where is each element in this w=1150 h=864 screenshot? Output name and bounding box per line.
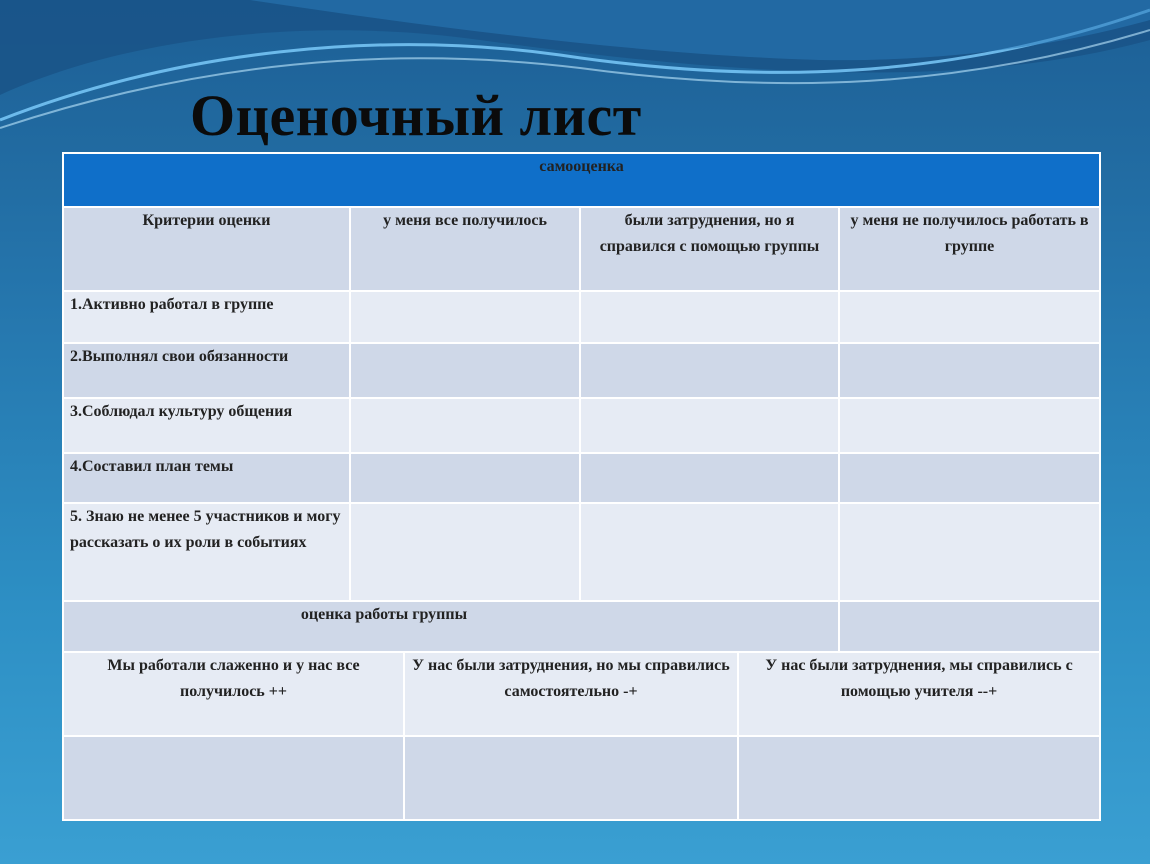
cell-not-done[interactable] <box>839 291 1100 343</box>
group-option-smooth: Мы работали слаженно и у нас все получилось ++ <box>63 652 404 736</box>
cell-all-done[interactable] <box>350 453 580 503</box>
group-option-teacher: У нас были затруднения, мы справились с помощью учителя --+ <box>738 652 1100 736</box>
cell-with-help[interactable] <box>580 453 839 503</box>
table-row <box>63 343 1100 398</box>
header-all-done: у меня все получилось <box>350 207 580 291</box>
cell-not-done[interactable] <box>839 398 1100 453</box>
slide-title: Оценочный лист <box>190 83 642 148</box>
self-assessment-band <box>63 153 1100 207</box>
assessment-table <box>62 152 1101 821</box>
criterion-5: 5. Знаю не менее 5 участников и могу рассказать о их роли в событиях <box>63 503 350 601</box>
header-with-help: были затруднения, но я справился с помощью группы <box>580 207 839 291</box>
cell-with-help[interactable] <box>580 503 839 601</box>
table-row <box>63 453 1100 503</box>
header-criteria: Критерии оценки <box>63 207 350 291</box>
cell-not-done[interactable] <box>839 453 1100 503</box>
cell-group-self[interactable] <box>404 736 738 820</box>
table-row <box>63 398 1100 453</box>
cell-all-done[interactable] <box>350 291 580 343</box>
cell-all-done[interactable] <box>350 343 580 398</box>
group-assessment-band <box>63 601 1100 652</box>
criterion-3: 3.Соблюдал культуру общения <box>63 398 350 453</box>
cell-not-done[interactable] <box>839 343 1100 398</box>
cell-with-help[interactable] <box>580 291 839 343</box>
criterion-4: 4.Составил план темы <box>63 453 350 503</box>
criterion-1: 1.Активно работал в группе <box>63 291 350 343</box>
cell-all-done[interactable] <box>350 503 580 601</box>
criterion-2: 2.Выполнял свои обязанности <box>63 343 350 398</box>
criteria-header-row <box>63 207 1100 291</box>
cell-all-done[interactable] <box>350 398 580 453</box>
cell-group-teacher[interactable] <box>738 736 1100 820</box>
table-row <box>63 503 1100 601</box>
group-marks-row <box>63 736 1100 820</box>
cell-with-help[interactable] <box>580 398 839 453</box>
group-assessment-label: оценка работы группы <box>63 601 839 652</box>
group-assessment-extra-cell <box>839 601 1100 652</box>
cell-group-smooth[interactable] <box>63 736 404 820</box>
cell-not-done[interactable] <box>839 503 1100 601</box>
table-row <box>63 291 1100 343</box>
group-options-row <box>63 652 1100 736</box>
group-option-self: У нас были затруднения, но мы справились самостоятельно -+ <box>404 652 738 736</box>
cell-with-help[interactable] <box>580 343 839 398</box>
header-not-done: у меня не получилось работать в группе <box>839 207 1100 291</box>
self-assessment-label: самооценка <box>63 153 1100 207</box>
